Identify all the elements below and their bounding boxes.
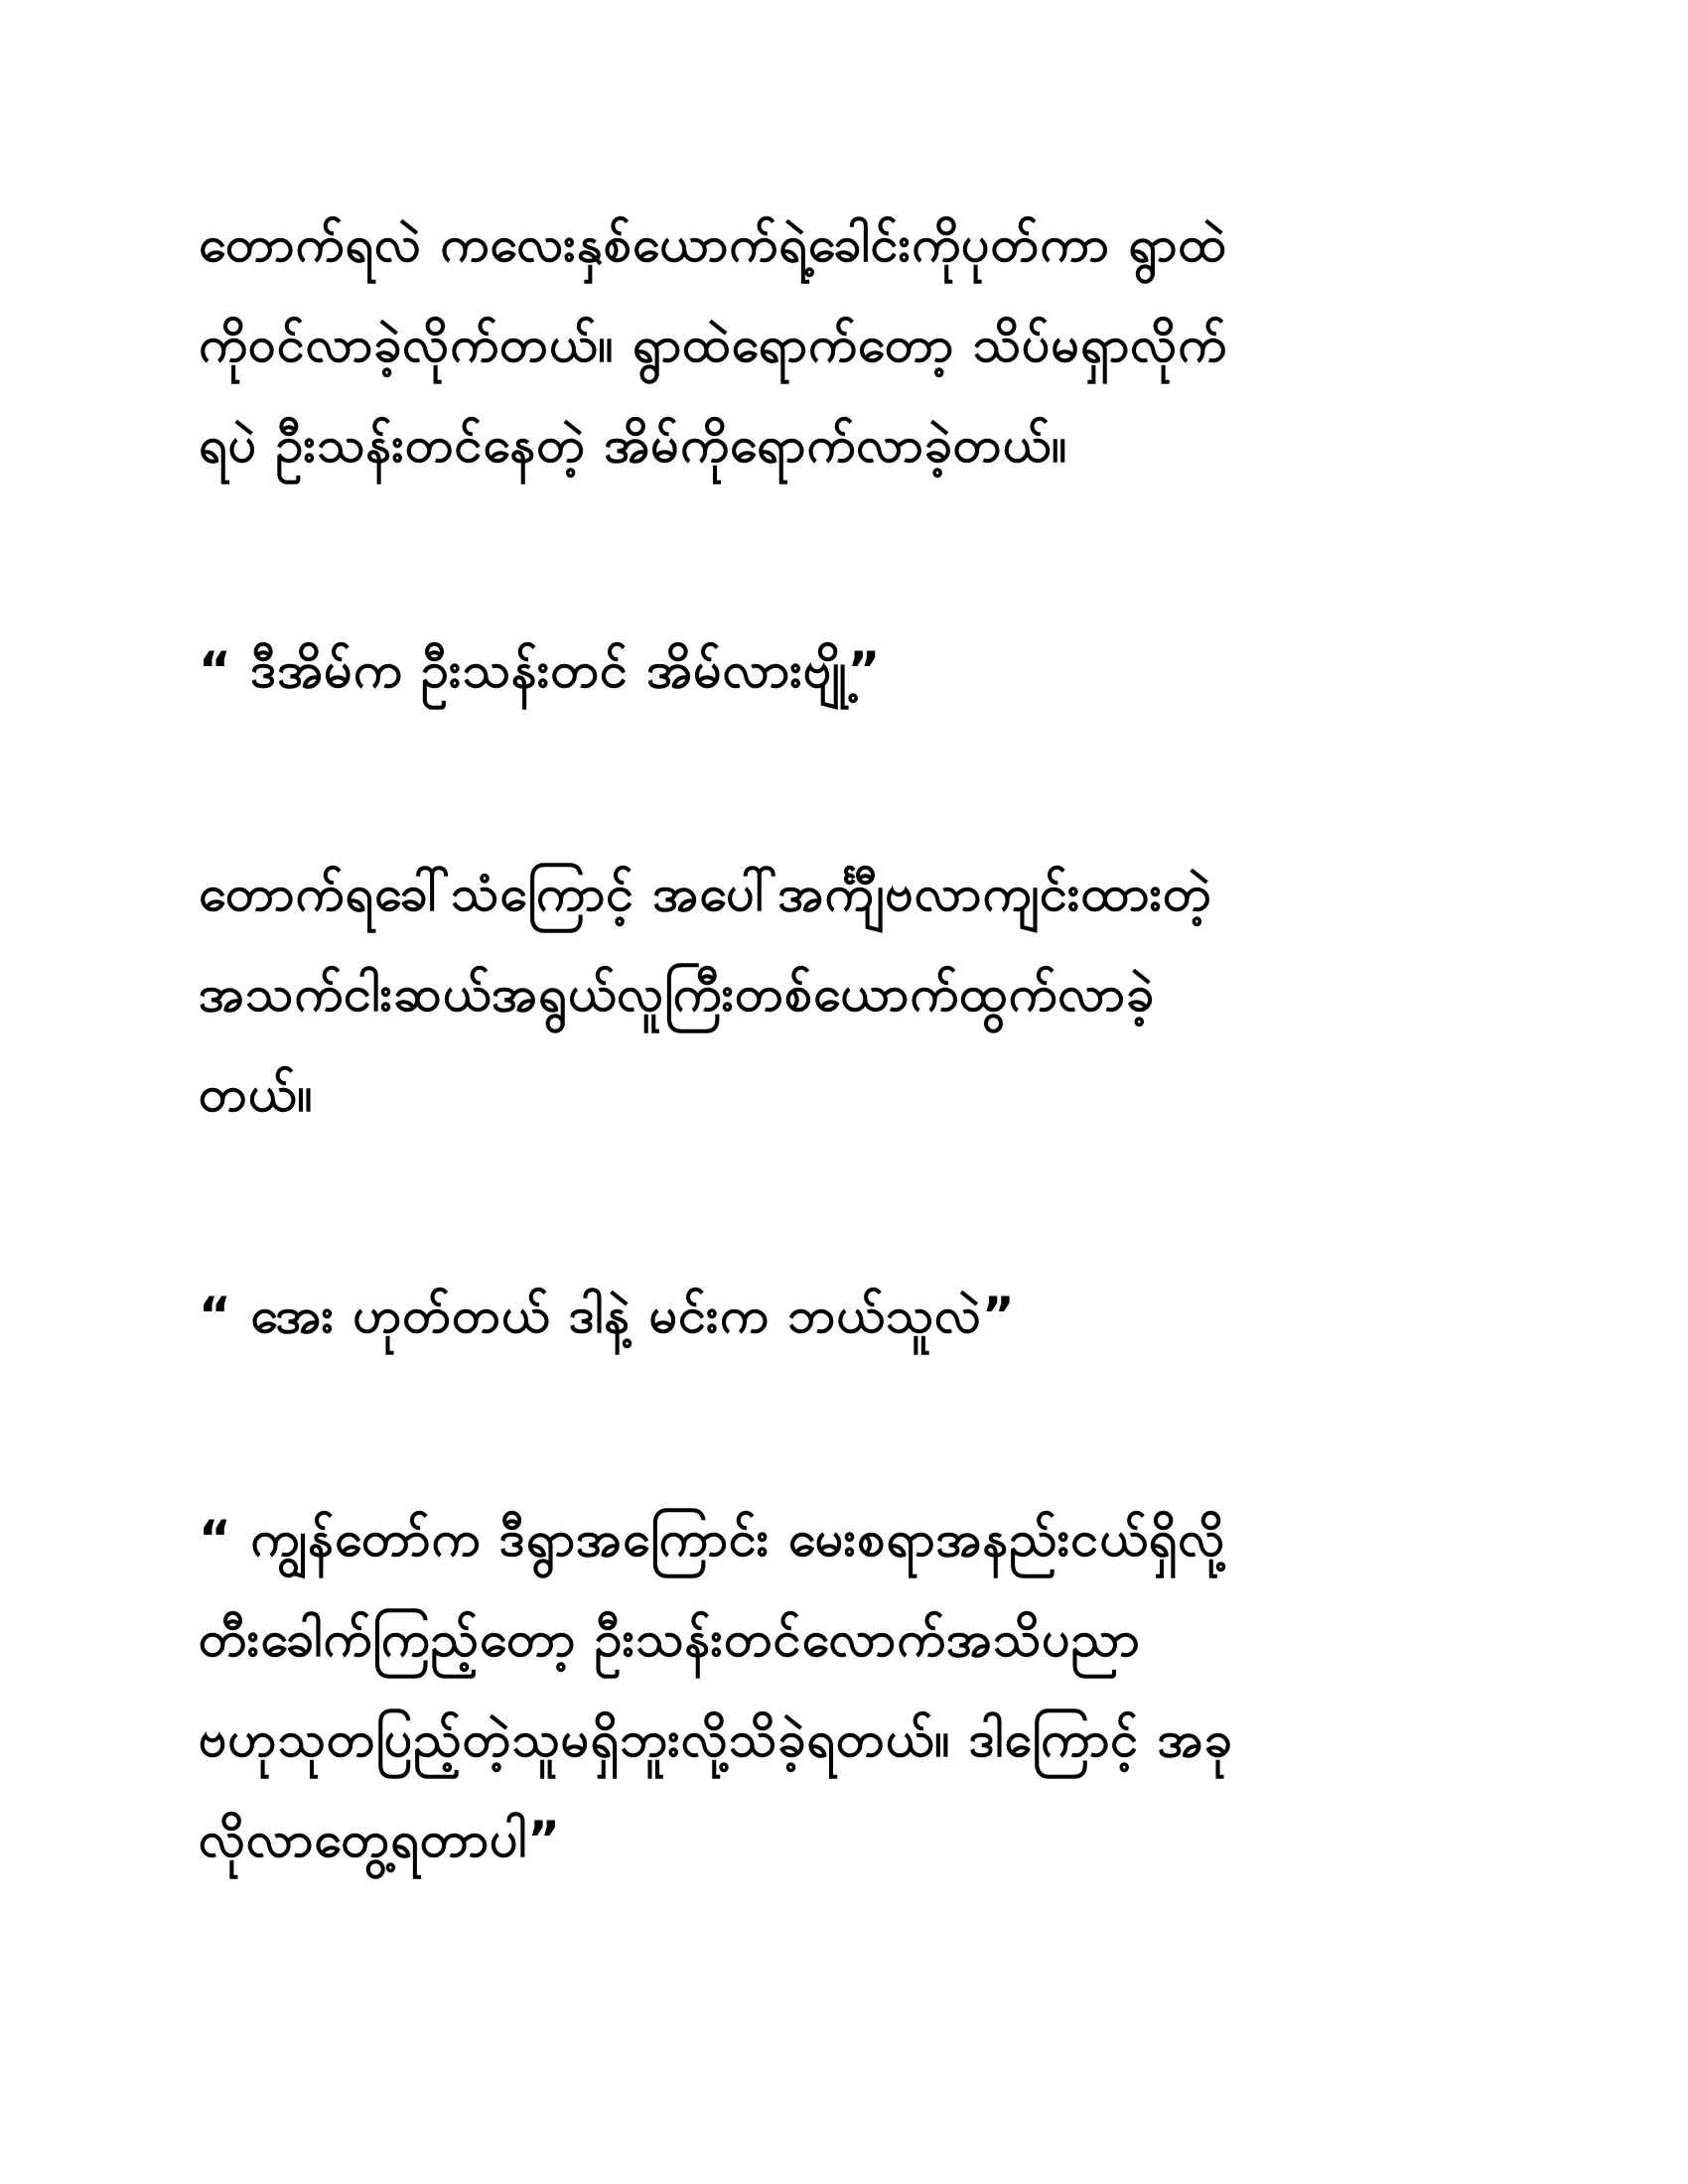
text-line: ရပဲ ဦးသန်းတင်နေတဲ့ အိမ်ကိုရောက်လာခဲ့တယ်။ — [199, 416, 1068, 474]
text-line: “ ဒီအိမ်က ဦးသန်းတင် အိမ်လားဗျို့” — [199, 641, 882, 699]
text-line: ကိုဝင်လာခဲ့လိုက်တယ်။ ရွာထဲရောက်တော့ သိပ်မရှာလိုက် — [199, 316, 1228, 373]
text-line: “ ကျွန်တော်က ဒီရွာအကြောင်း မေးစရာအနည်းငယ်ရှိလို့ — [199, 1510, 1226, 1568]
dialogue-paragraph-1 — [199, 620, 1489, 721]
text-line: တယ်။ — [199, 1065, 314, 1123]
text-line: “ အေး ဟုတ်တယ် ဒါနဲ့ မင်းက ဘယ်သူလဲ” — [199, 1287, 1016, 1344]
dialogue-paragraph-3 — [199, 1489, 1489, 1890]
text-line: လိုလာတွေ့ရတာပါ” — [199, 1811, 562, 1868]
text-line: တောက်ရလဲ ကလေးနှစ်ယောက်ရဲ့ခေါင်းကိုပုတ်ကာ ရွာထဲ — [199, 215, 1227, 273]
text-line: တောက်ရခေါ်သံကြောင့် အပေါ်အင်္ကျီဗလာကျင်းထားတဲ့ — [199, 865, 1212, 922]
narration-paragraph-2 — [199, 844, 1489, 1145]
text-line: ဗဟုသုတပြည့်တဲ့သူမရှိဘူးလို့သိခဲ့ရတယ်။ ဒါကြောင့် အခု — [199, 1710, 1233, 1768]
text-line: အသက်ငါးဆယ်အရွယ်လူကြီးတစ်ယောက်ထွက်လာခဲ့ — [199, 965, 1155, 1023]
text-line: တီးခေါက်ကြည့်တော့ ဦးသန်းတင်လောက်အသိပညာ — [199, 1610, 1141, 1668]
narration-paragraph-1 — [199, 195, 1489, 495]
dialogue-paragraph-2 — [199, 1266, 1489, 1366]
